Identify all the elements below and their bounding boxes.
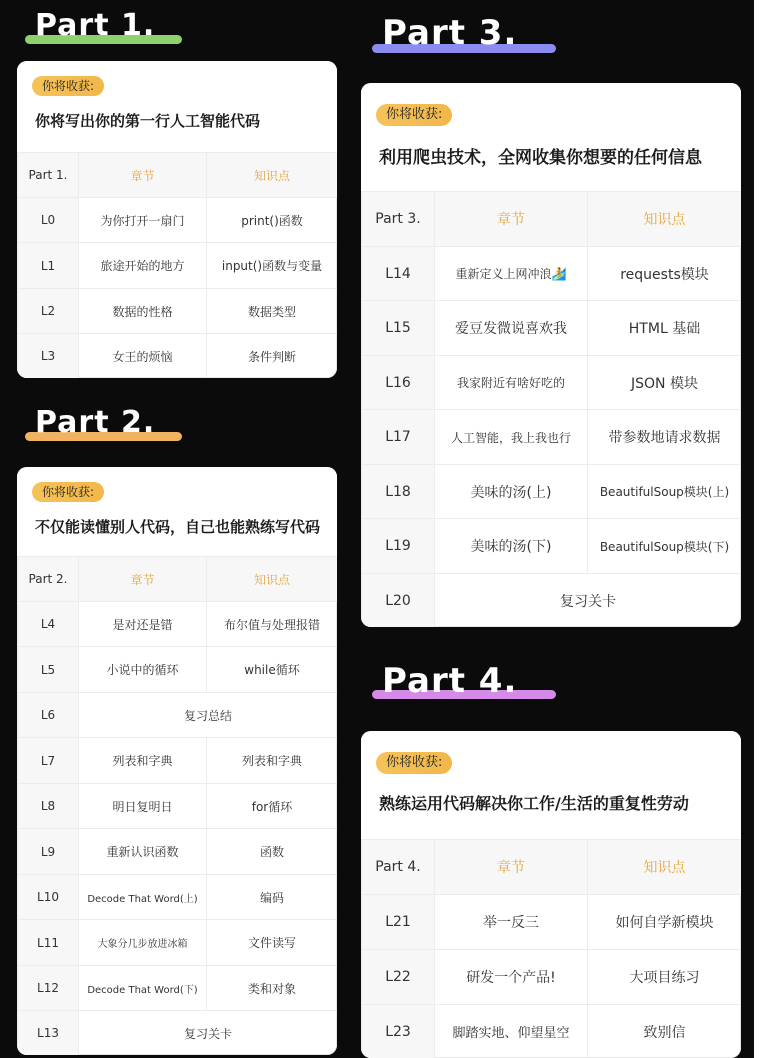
lesson-chapter: 脚踏实地、仰望星空 — [435, 1005, 588, 1058]
lesson-id: L17 — [362, 410, 435, 465]
lesson-chapter: 复习总结 — [79, 693, 338, 738]
lesson-id: L1 — [18, 243, 79, 289]
part1-card-head — [17, 61, 337, 152]
table-row — [18, 738, 338, 784]
header-part-cell: Part 4. — [362, 840, 435, 895]
header-topic-cell: 知识点 — [588, 192, 742, 247]
part2-heading — [25, 405, 185, 455]
lesson-id: L7 — [18, 738, 79, 784]
lesson-chapter: 数据的性格 — [79, 289, 207, 334]
lesson-chapter: Decode That Word(上) — [79, 875, 207, 920]
lesson-chapter: 举一反三 — [435, 895, 588, 950]
part3-heading — [372, 12, 562, 62]
header-chapter-cell: 章节 — [79, 557, 207, 602]
lesson-chapter: 列表和字典 — [79, 738, 207, 784]
header-topic-cell: 知识点 — [207, 153, 338, 198]
lesson-chapter: 为你打开一扇门 — [79, 198, 207, 243]
lesson-topic: HTML 基础 — [588, 301, 742, 356]
part3-gain-badge: 你将收获: — [376, 104, 452, 126]
table-row — [18, 920, 338, 966]
lesson-id: L10 — [18, 875, 79, 920]
part4-card — [361, 731, 741, 1058]
lesson-id: L18 — [362, 465, 435, 519]
lesson-topic: 布尔值与处理报错 — [207, 602, 338, 647]
part1-title: Part 1. — [35, 8, 156, 43]
lesson-topic: 带参数地请求数据 — [588, 410, 742, 465]
lesson-id: L3 — [18, 334, 79, 379]
table-row — [18, 289, 338, 334]
lesson-chapter: 是对还是错 — [79, 602, 207, 647]
table-row — [362, 301, 742, 356]
lesson-chapter: 美味的汤(上) — [435, 465, 588, 519]
lesson-chapter: 旅途开始的地方 — [79, 243, 207, 289]
part3-card — [361, 83, 741, 627]
lesson-chapter: 爱豆发微说喜欢我 — [435, 301, 588, 356]
lesson-id: L20 — [362, 574, 435, 628]
table-row — [18, 243, 338, 289]
table-row — [18, 198, 338, 243]
table-row — [18, 334, 338, 379]
lesson-topic: input()函数与变量 — [207, 243, 338, 289]
lesson-id: L8 — [18, 784, 79, 829]
lesson-topic: while循环 — [207, 647, 338, 693]
table-row — [18, 829, 338, 875]
header-chapter-cell: 章节 — [435, 192, 588, 247]
part4-gain-text: 熟练运用代码解决你工作/生活的重复性劳动 — [379, 794, 689, 813]
lesson-topic: JSON 模块 — [588, 356, 742, 410]
lesson-id: L13 — [18, 1011, 79, 1056]
table-row — [362, 519, 742, 574]
part1-table — [17, 152, 337, 378]
table-header-row — [18, 557, 338, 602]
header-topic-cell: 知识点 — [207, 557, 338, 602]
lesson-topic: for循环 — [207, 784, 338, 829]
lesson-chapter: 女王的烦恼 — [79, 334, 207, 379]
part4-card-head — [361, 731, 741, 839]
part2-gain-text: 不仅能读懂别人代码，自己也能熟练写代码 — [35, 518, 321, 536]
table-row — [18, 966, 338, 1011]
part1-gain-text: 你将写出你的第一行人工智能代码 — [35, 112, 261, 130]
part2-gain-badge: 你将收获: — [32, 482, 104, 502]
lesson-topic: 如何自学新模块 — [588, 895, 742, 950]
lesson-chapter: 人工智能，我上我也行 — [435, 410, 588, 465]
table-row — [18, 784, 338, 829]
lesson-topic: 文件读写 — [207, 920, 338, 966]
lesson-chapter: 我家附近有啥好吃的 — [435, 356, 588, 410]
table-row — [362, 574, 742, 628]
part1-card — [17, 61, 337, 378]
lesson-topic: print()函数 — [207, 198, 338, 243]
lesson-topic: 条件判断 — [207, 334, 338, 379]
table-row — [18, 693, 338, 738]
lesson-id: L5 — [18, 647, 79, 693]
lesson-topic: BeautifulSoup模块(上) — [588, 465, 742, 519]
table-row — [18, 875, 338, 920]
part1-heading — [25, 8, 185, 58]
table-header-row — [362, 192, 742, 247]
part4-title: Part 4. — [382, 661, 518, 701]
lesson-id: L2 — [18, 289, 79, 334]
part3-gain-text: 利用爬虫技术，全网收集你想要的任何信息 — [379, 148, 702, 168]
table-header-row — [362, 840, 742, 895]
lesson-topic: 类和对象 — [207, 966, 338, 1011]
table-row — [362, 356, 742, 410]
lesson-chapter: 美味的汤(下) — [435, 519, 588, 574]
lesson-id: L15 — [362, 301, 435, 356]
table-header-row — [18, 153, 338, 198]
header-chapter-cell: 章节 — [79, 153, 207, 198]
lesson-id: L6 — [18, 693, 79, 738]
part2-table — [17, 556, 337, 1055]
table-row — [362, 247, 742, 301]
header-chapter-cell: 章节 — [435, 840, 588, 895]
table-row — [362, 465, 742, 519]
lesson-topic: 编码 — [207, 875, 338, 920]
lesson-chapter: 研发一个产品! — [435, 950, 588, 1005]
lesson-id: L22 — [362, 950, 435, 1005]
table-row — [362, 950, 742, 1005]
table-row — [362, 410, 742, 465]
lesson-id: L0 — [18, 198, 79, 243]
lesson-id: L21 — [362, 895, 435, 950]
part4-table — [361, 839, 741, 1058]
part2-title: Part 2. — [35, 405, 156, 440]
part4-heading — [372, 660, 562, 710]
lesson-topic: 致别信 — [588, 1005, 742, 1058]
lesson-chapter: 大象分几步放进冰箱 — [79, 920, 207, 966]
lesson-id: L4 — [18, 602, 79, 647]
lesson-chapter: 重新定义上网冲浪🏄 — [435, 247, 588, 301]
lesson-id: L12 — [18, 966, 79, 1011]
lesson-chapter: 小说中的循环 — [79, 647, 207, 693]
lesson-topic: 函数 — [207, 829, 338, 875]
lesson-chapter: 复习关卡 — [79, 1011, 338, 1056]
lesson-id: L23 — [362, 1005, 435, 1058]
part1-gain-badge: 你将收获: — [32, 76, 104, 96]
part4-gain-badge: 你将收获: — [376, 752, 452, 774]
lesson-chapter: 重新认识函数 — [79, 829, 207, 875]
right-edge-strip — [754, 0, 767, 1058]
part3-table — [361, 191, 741, 627]
table-row — [18, 602, 338, 647]
table-row — [18, 647, 338, 693]
part2-card — [17, 467, 337, 1055]
lesson-id: L9 — [18, 829, 79, 875]
lesson-id: L14 — [362, 247, 435, 301]
header-part-cell: Part 1. — [18, 153, 79, 198]
lesson-chapter: 明日复明日 — [79, 784, 207, 829]
table-row — [362, 1005, 742, 1058]
header-topic-cell: 知识点 — [588, 840, 742, 895]
lesson-id: L16 — [362, 356, 435, 410]
header-part-cell: Part 3. — [362, 192, 435, 247]
lesson-chapter: Decode That Word(下) — [79, 966, 207, 1011]
lesson-topic: 大项目练习 — [588, 950, 742, 1005]
lesson-topic: 列表和字典 — [207, 738, 338, 784]
part3-title: Part 3. — [382, 13, 518, 53]
lesson-topic: 数据类型 — [207, 289, 338, 334]
part3-card-head — [361, 83, 741, 191]
lesson-topic: BeautifulSoup模块(下) — [588, 519, 742, 574]
table-row — [18, 1011, 338, 1056]
lesson-topic: requests模块 — [588, 247, 742, 301]
header-part-cell: Part 2. — [18, 557, 79, 602]
lesson-id: L11 — [18, 920, 79, 966]
part2-card-head — [17, 467, 337, 556]
lesson-chapter: 复习关卡 — [435, 574, 742, 628]
table-row — [362, 895, 742, 950]
lesson-id: L19 — [362, 519, 435, 574]
